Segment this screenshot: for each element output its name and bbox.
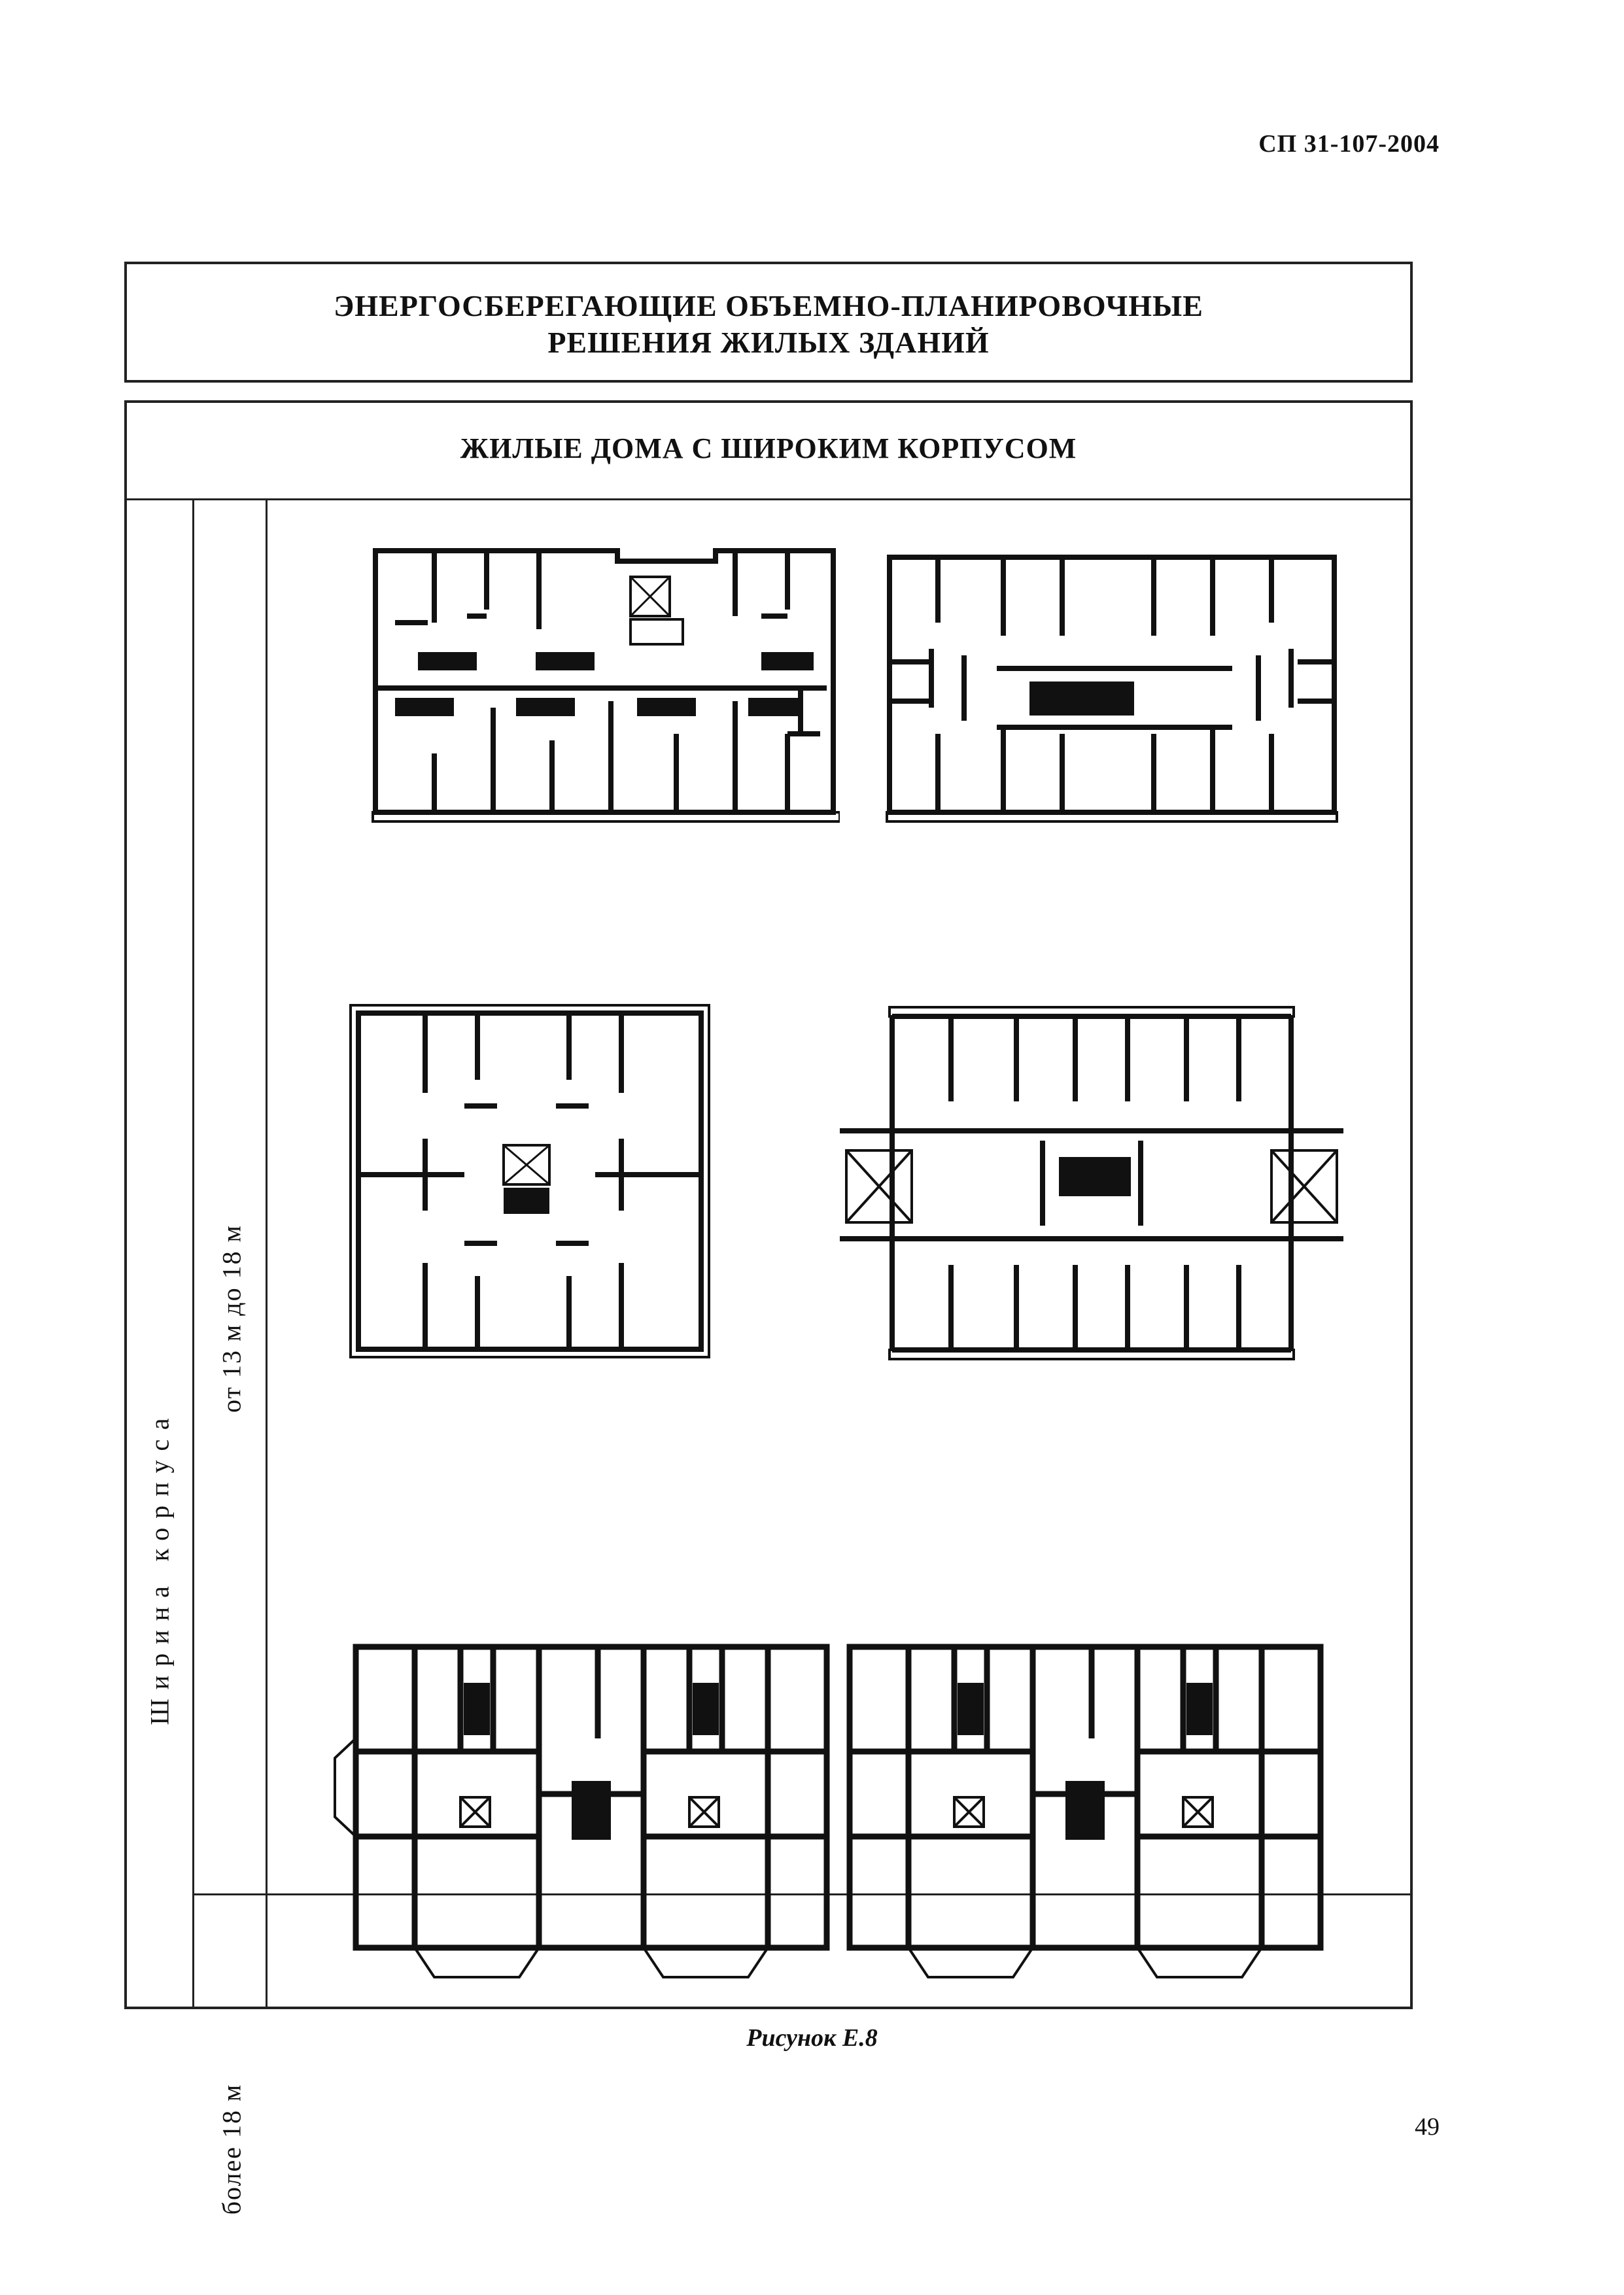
axis-label: Ширина корпуса <box>145 1409 175 1725</box>
floor-plan-4 <box>833 1003 1350 1370</box>
floor-plan-2 <box>879 538 1350 825</box>
document-code: СП 31-107-2004 <box>1258 130 1440 158</box>
table-subtitle-row <box>127 403 1410 500</box>
title-line-1: ЭНЕРГОСБЕРЕГАЮЩИЕ ОБЪЕМНО-ПЛАНИРОВОЧНЫЕ <box>334 289 1203 322</box>
row-label-over-18: более 18 м <box>216 2083 247 2215</box>
title-line-2: РЕШЕНИЯ ЖИЛЫХ ЗДАНИЙ <box>547 326 990 359</box>
floor-plan-6 <box>837 1621 1353 1987</box>
floor-plan-5 <box>323 1621 840 1987</box>
floor-plan-1 <box>369 538 840 825</box>
page-number: 49 <box>1415 2113 1440 2141</box>
table-subtitle: ЖИЛЫЕ ДОМА С ШИРОКИМ КОРПУСОМ <box>460 432 1077 464</box>
row-label-13-18: от 13 м до 18 м <box>216 1224 247 1413</box>
axis-label-column <box>127 498 194 2007</box>
floor-plan-3 <box>347 1001 713 1361</box>
figure-caption: Рисунок Е.8 <box>746 2024 878 2052</box>
document-header-box <box>124 262 1413 383</box>
